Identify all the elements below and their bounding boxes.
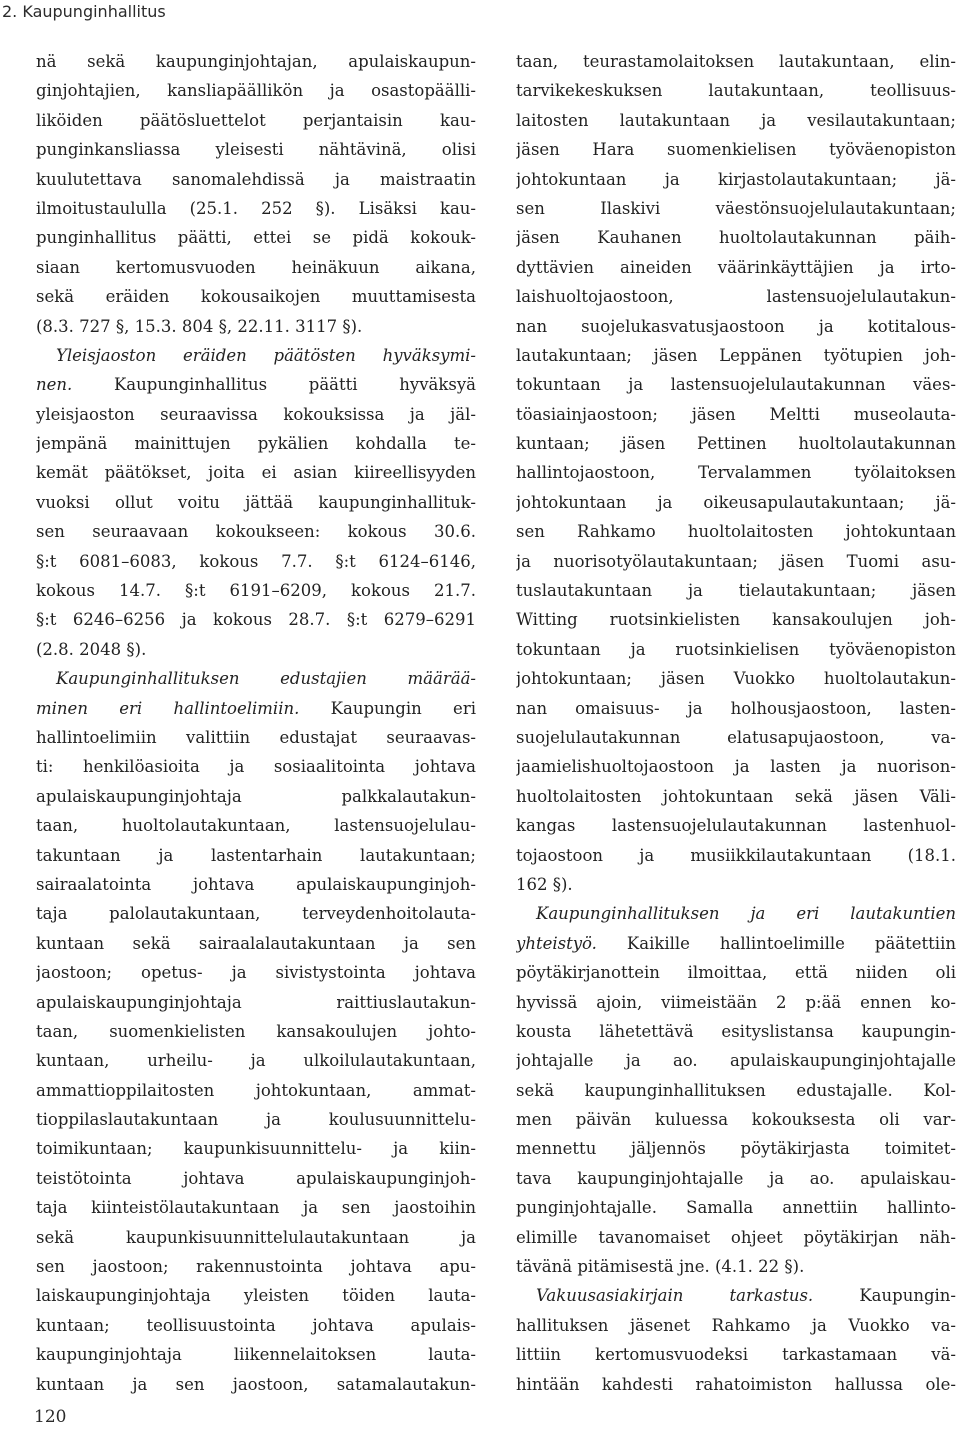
text-line: kuulutettava sanomalehdissä ja maistraatin (36, 169, 476, 189)
section-heading: minen eri hallintoelimiin. (36, 698, 300, 718)
text-line: (8.3. 727 §, 15.3. 804 §, 22.11. 3117 §). (36, 316, 363, 336)
text-line: johtokuntaan ja kirjastolautakuntaan; jä- (516, 169, 956, 189)
text-line: hallintojaostoon, Tervalammen työlaitoksen (516, 463, 956, 483)
text-line: liköiden päätösluettelot perjantaisin kau- (36, 110, 476, 130)
text-line: kousta lähetettävä esityslistansa kaupungin- (516, 1021, 956, 1041)
section-heading: nen. (36, 375, 73, 395)
text-line: sekä kaupunginhallituksen edustajalle. Kol- (516, 1080, 956, 1100)
text-line: kuntaan; teollisuustointa johtava apulais- (36, 1315, 476, 1335)
text-line: suojelulautakunnan elatusapujaostoon, va- (516, 727, 956, 747)
text-line: sairaalatointa johtava apulaiskaupunginjoh- (36, 874, 476, 894)
text-line: nan omaisuus- ja holhousjaostoon, lasten- (516, 698, 956, 718)
text-line: punginkansliassa yleisesti nähtävinä, olisi (36, 140, 476, 160)
text-line: laiskaupunginjohtaja yleisten töiden lauta- (36, 1286, 476, 1306)
text-line: johtokuntaan ja oikeusapulautakuntaan; jä- (516, 492, 956, 512)
text-line: huoltolaitosten johtokuntaan sekä jäsen Väli- (516, 786, 956, 806)
text-line: jempänä mainittujen pykälien kohdalla te- (36, 434, 476, 454)
text-line: tuslautakuntaan ja tielautakuntaan; jäsen (516, 581, 956, 601)
right-column (516, 47, 956, 1399)
text-line: sekä eräiden kokousaikojen muuttamisesta (36, 287, 476, 307)
text-line: yleisjaoston seuraavissa kokouksissa ja jäl- (36, 404, 476, 424)
text-line: laitosten lautakuntaan ja vesilautakuntaan; (516, 110, 956, 130)
text-line: nan suojelukasvatusjaostoon ja kotitalous- (516, 316, 956, 336)
text-line: tävänä pitämisestä jne. (4.1. 22 §). (516, 1257, 805, 1277)
left-column (36, 47, 476, 1399)
text-line: kuntaan ja sen jaostoon, satamalautakun- (36, 1374, 476, 1394)
text-line: hyvissä ajoin, viimeistään 2 p:ää ennen ko- (516, 992, 956, 1012)
text-line: taan, suomenkielisten kansakoulujen johto- (36, 1021, 476, 1041)
text-line: kuntaan sekä sairaalalautakuntaan ja sen (36, 933, 476, 953)
text-line: dyttävien aineiden väärinkäyttäjien ja irto- (516, 257, 956, 277)
text-line: jäsen Kauhanen huoltolautakunnan päih- (516, 228, 956, 248)
text-line: sen jaostoon; rakennustointa johtava apu- (36, 1257, 476, 1277)
text-line: hallituksen jäsenet Rahkamo ja Vuokko va- (516, 1315, 956, 1335)
text-line: tarvikekeskuksen lautakuntaan, teollisuus- (516, 81, 956, 101)
text-line: vuoksi ollut voitu jättää kaupunginhallituk- (36, 492, 476, 512)
text-line: jaostoon; opetus- ja sivistystointa johtava (36, 963, 476, 983)
text-line: mennettu jäljennös pöytäkirjasta toimitet- (516, 1139, 956, 1159)
text-line: taja palolautakuntaan, terveydenhoitolauta- (36, 904, 476, 924)
text-line: kuntaan, urheilu- ja ulkoilulautakuntaan, (36, 1051, 476, 1071)
text-line: punginhallitus päätti, ettei se pidä kokouk- (36, 228, 476, 248)
text-line: takuntaan ja lastentarhain lautakuntaan; (36, 845, 476, 865)
text-line: siaan kertomusvuoden heinäkuun aikana, (36, 257, 476, 277)
text-line: ammattioppilaitosten johtokuntaan, ammat- (36, 1080, 476, 1100)
text-line: jäsen Hara suomenkielisen työväenopiston (516, 140, 956, 160)
text-line: ginjohtajien, kansliapäällikön ja osastopäälli- (36, 81, 476, 101)
text-line: toimikuntaan; kaupunkisuunnittelu- ja kiin- (36, 1139, 476, 1159)
text-line: punginjohtajalle. Samalla annettiin hallinto- (516, 1198, 956, 1218)
text-line: pöytäkirjanottein ilmoittaa, että niiden oli (516, 963, 956, 983)
running-head: 2. Kaupunginhallitus (2, 2, 166, 21)
text-line: apulaiskaupunginjohtaja raittiuslautakun- (36, 992, 476, 1012)
text-line: töasiainjaostoon; jäsen Meltti museolauta- (516, 404, 956, 424)
text-line: men päivän kuluessa kokouksesta oli var- (516, 1110, 956, 1130)
text-line: taja kiinteistölautakuntaan ja sen jaostoihin (36, 1198, 476, 1218)
text-line: littiin kertomusvuodeksi tarkastamaan vä- (516, 1345, 956, 1365)
text-line: tojaostoon ja musiikkilautakuntaan (18.1. (516, 845, 956, 865)
text-line: tioppilaslautakuntaan ja koulusuunnittelu- (36, 1110, 476, 1130)
line-text: Kaikille hallintoelimille päätettiin (596, 933, 956, 953)
text-line: §:t 6246–6256 ja kokous 28.7. §:t 6279–6291 (36, 610, 476, 630)
text-line: kangas lastensuojelulautakunnan lastenhuol- (516, 816, 956, 836)
text-line: kemät päätökset, joita ei asian kiireellisyyden (36, 463, 476, 483)
text-line: teistötointa johtava apulaiskaupunginjoh- (36, 1168, 476, 1188)
text-line: ti: henkilöasioita ja sosiaalitointa johtava (36, 757, 476, 777)
text-line: laishuoltojaostoon, lastensuojelulautakun- (516, 287, 956, 307)
text-line (36, 370, 476, 399)
text-line: taan, teurastamolaitoksen lautakuntaan, elin- (516, 52, 956, 71)
text-line: kuntaan; jäsen Pettinen huoltolautakunnan (516, 434, 956, 454)
text-line: johtokuntaan; jäsen Vuokko huoltolautakun- (516, 669, 956, 689)
text-line: sen Rahkamo huoltolaitosten johtokuntaan (516, 522, 956, 542)
text-line: §:t 6081–6083, kokous 7.7. §:t 6124–6146, (36, 551, 476, 571)
section-heading: Vakuusasiakirjain tarkastus. (536, 1286, 814, 1306)
page-number: 120 (34, 1407, 67, 1427)
text-line: taan, huoltolautakuntaan, lastensuojelulau- (36, 816, 476, 836)
text-line: ilmoitustaululla (25.1. 252 §). Lisäksi kau- (36, 198, 476, 218)
section-heading: Kaupunginhallituksen ja eri lautakuntien (536, 904, 956, 924)
text-line (516, 1281, 956, 1310)
text-line: sekä kaupunkisuunnittelulautakuntaan ja (36, 1227, 476, 1247)
text-line: 162 §). (516, 874, 573, 894)
text-line: (2.8. 2048 §). (36, 639, 147, 659)
section-heading: yhteistyö. (516, 933, 597, 953)
text-line: tokuntaan ja ruotsinkielisen työväenopiston (516, 639, 956, 659)
text-line: tava kaupunginjohtajalle ja ao. apulaiskau- (516, 1168, 956, 1188)
text-line: hallintoelimiin valittiin edustajat seuraavas- (36, 727, 476, 747)
text-line: nä sekä kaupunginjohtajan, apulaiskaupun- (36, 52, 476, 71)
text-line: jaamielishuoltojaostoon ja lasten ja nuorison- (516, 757, 956, 777)
line-text: Kaupungin- (813, 1286, 956, 1306)
line-text: Kaupunginhallitus päätti hyväksyä (72, 375, 476, 395)
text-line: hintään kahdesti rahatoimiston hallussa ole- (516, 1374, 956, 1394)
section-heading: Kaupunginhallituksen edustajien määrää- (56, 669, 476, 689)
text-line: kaupunginjohtaja liikennelaitoksen lauta- (36, 1345, 476, 1365)
text-line: ja nuorisotyölautakuntaan; jäsen Tuomi asu- (516, 551, 956, 571)
text-line: sen seuraavaan kokoukseen: kokous 30.6. (36, 522, 476, 542)
text-line: apulaiskaupunginjohtaja palkkalautakun- (36, 786, 476, 806)
text-line: lautakuntaan; jäsen Leppänen työtupien joh- (516, 345, 956, 365)
text-line (36, 694, 476, 723)
text-line: kokous 14.7. §:t 6191–6209, kokous 21.7. (36, 581, 476, 601)
text-line (516, 929, 956, 958)
text-line: Witting ruotsinkielisten kansakoulujen joh- (516, 610, 956, 630)
text-line: sen Ilaskivi väestönsuojelulautakuntaan; (516, 198, 956, 218)
section-heading: Yleisjaoston eräiden päätösten hyväksymi- (56, 345, 476, 365)
text-line: tokuntaan ja lastensuojelulautakunnan väes- (516, 375, 956, 395)
line-text: Kaupungin eri (299, 698, 476, 718)
text-line: elimille tavanomaiset ohjeet pöytäkirjan näh- (516, 1227, 956, 1247)
text-line: johtajalle ja ao. apulaiskaupunginjohtajalle (516, 1051, 956, 1071)
